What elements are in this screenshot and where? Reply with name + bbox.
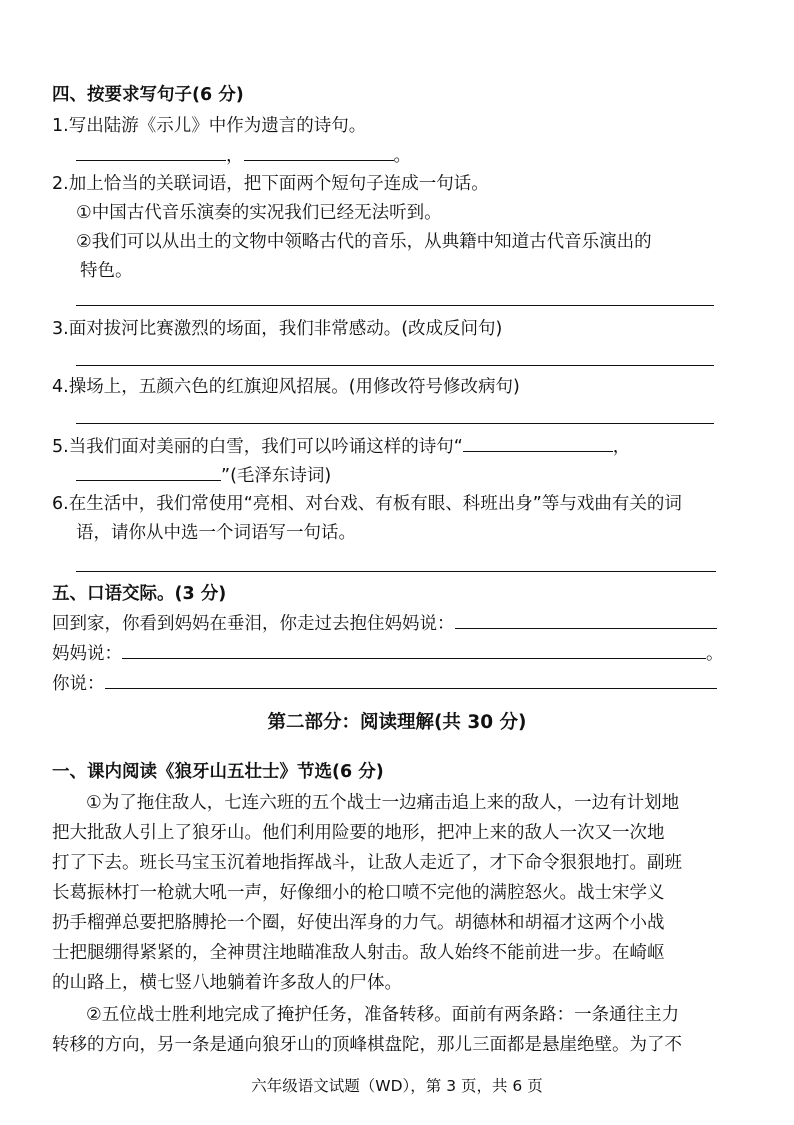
question-1: 1.写出陆游《示儿》中作为遗言的诗句。 xyxy=(52,116,367,136)
answer-blank[interactable] xyxy=(105,670,717,689)
question-4: 4.操场上，五颜六色的红旗迎风招展。(用修改符号修改病句) xyxy=(52,377,520,397)
question-2-sentence-a: ①中国古代音乐演奏的实况我们已经无法听到。 xyxy=(76,203,442,223)
reading-paragraph-2-line: 转移的方向，另一条是通向狼牙山的顶峰棋盘陀，那儿三面都是悬崖绝壁。为了不 xyxy=(52,1035,682,1055)
answer-blank[interactable] xyxy=(76,142,226,161)
dialogue-prompt: 回到家，你看到妈妈在垂泪，你走过去抱住妈妈说： xyxy=(52,614,455,634)
dialogue-line-3 xyxy=(52,670,717,697)
answer-blank[interactable] xyxy=(122,640,706,659)
reading-paragraph-1-line: 长葛振林打一枪就大吼一声，好像细小的枪口喷不完他的满腔怒火。战士宋学义 xyxy=(52,883,665,903)
answer-line[interactable] xyxy=(76,423,714,424)
question-3: 3.面对拔河比赛激烈的场面，我们非常感动。(改成反问句) xyxy=(52,319,503,339)
answer-blank[interactable] xyxy=(244,142,394,161)
answer-comma: ， xyxy=(226,146,244,166)
reading-paragraph-1-line: 士把腿绷得紧紧的，全神贯注地瞄准敌人射击。敌人始终不能前进一步。在崎岖 xyxy=(52,943,665,963)
answer-line[interactable] xyxy=(76,305,714,306)
answer-blank[interactable] xyxy=(463,433,613,452)
question-5-text: 5.当我们面对美丽的白雪，我们可以吟诵这样的诗句“ xyxy=(52,437,463,457)
answer-blank[interactable] xyxy=(455,610,717,629)
section5-title: 五、口语交际。(3 分) xyxy=(52,584,227,604)
question-6-cont: 语，请你从中选一个词语写一句话。 xyxy=(76,523,356,543)
reading-paragraph-2-line: ②五位战士胜利地完成了掩护任务，准备转移。面前有两条路：一条通往主力 xyxy=(86,1005,680,1025)
answer-blank[interactable] xyxy=(76,462,221,481)
reading-paragraph-1-line: 扔手榴弹总要把胳膊抡一个圈，好使出浑身的力气。胡德林和胡福才这两个小战 xyxy=(52,913,665,933)
question-2-sentence-b: ②我们可以从出土的文物中领略古代的音乐，从典籍中知道古代音乐演出的 xyxy=(76,232,652,252)
reading-paragraph-1-line: 把大批敌人引上了狼牙山。他们利用险要的地形，把冲上来的敌人一次又一次地 xyxy=(52,823,665,843)
dialogue-period: 。 xyxy=(706,644,724,664)
question-2: 2.加上恰当的关联词语，把下面两个短句子连成一句话。 xyxy=(52,174,489,194)
answer-line[interactable] xyxy=(76,571,716,572)
question-5 xyxy=(52,433,630,460)
answer-period: 。 xyxy=(393,146,411,166)
answer-line[interactable] xyxy=(76,365,714,366)
reading-1-title: 一、课内阅读《狼牙山五壮士》节选(6 分) xyxy=(52,762,384,782)
dialogue-you-label: 你说： xyxy=(52,674,105,694)
question-5-comma: ， xyxy=(612,437,631,457)
page-footer: 六年级语文试题（WD），第 3 页，共 6 页 xyxy=(251,1077,543,1095)
dialogue-mom-label: 妈妈说： xyxy=(52,644,122,664)
dialogue-line-1 xyxy=(52,610,717,637)
reading-paragraph-1-line: 的山路上，横七竖八地躺着许多敌人的尸体。 xyxy=(52,973,402,993)
question-1-answer-row xyxy=(76,142,411,169)
question-2-sentence-b-cont: 特色。 xyxy=(80,261,133,281)
reading-paragraph-1-line: 打了下去。班长马宝玉沉着地指挥战斗，让敌人走近了，才下命令狠狠地打。副班 xyxy=(52,853,682,873)
question-5-cont xyxy=(76,462,331,489)
dialogue-line-2 xyxy=(52,640,724,667)
question-6: 6.在生活中，我们常使用“亮相、对台戏、有板有眼、科班出身”等与戏曲有关的词 xyxy=(52,494,682,514)
part-two-title: 第二部分：阅读理解(共 30 分) xyxy=(267,712,527,733)
question-5-source: ”(毛泽东诗词) xyxy=(221,466,332,486)
reading-paragraph-1-line: ①为了拖住敌人，七连六班的五个战士一边痛击追上来的敌人，一边有计划地 xyxy=(86,793,680,813)
section4-title: 四、按要求写句子(6 分) xyxy=(52,85,244,105)
